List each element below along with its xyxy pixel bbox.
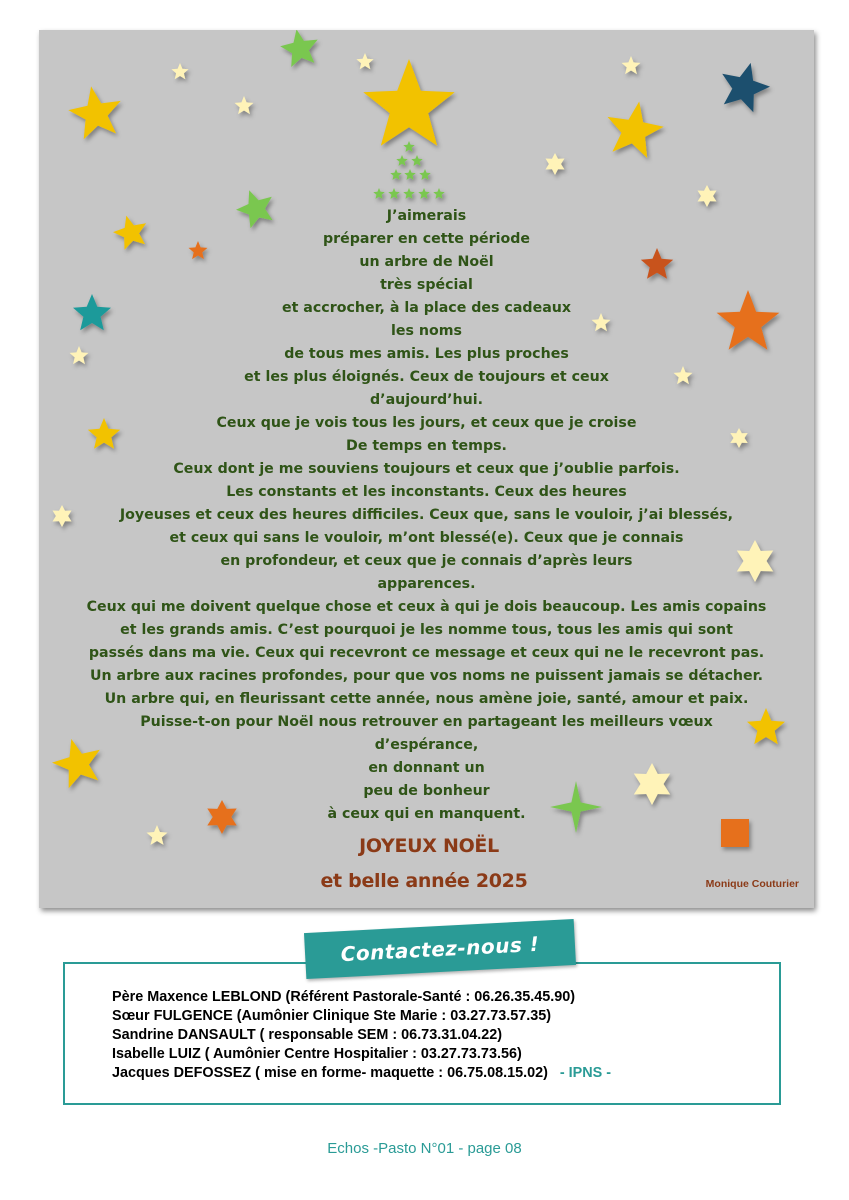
signature: Monique Couturier xyxy=(705,878,799,890)
poem-line: Ceux qui me doivent quelque chose et ceux à qui je dois beaucoup. Les amis copains xyxy=(86,599,767,615)
greeting-title: JOYEUX NOËL xyxy=(359,835,499,857)
contact-entry-text: Sœur FULGENCE (Aumônier Clinique Ste Marie : 03.27.73.57.35) xyxy=(112,1008,552,1024)
contact-list xyxy=(112,988,611,1083)
poem-line: Ceux que je vois tous les jours, et ceux que je croise xyxy=(216,415,637,431)
poem-line: Un arbre qui, en fleurissant cette année, nous amène joie, santé, amour et paix. xyxy=(104,691,749,707)
poem-line: un arbre de Noël xyxy=(359,254,494,270)
star-icon xyxy=(546,153,565,175)
poem-line: J’aimerais xyxy=(386,208,467,224)
poem-line: Les constants et les inconstants. Ceux des heures xyxy=(226,484,627,500)
page-footer: Echos -Pasto N°01 - page 08 xyxy=(327,1140,522,1157)
star-icon xyxy=(147,825,168,845)
poem-line: d’espérance, xyxy=(374,737,479,753)
star-icon xyxy=(622,56,641,74)
star-icon xyxy=(411,155,422,166)
contact-entry xyxy=(112,1045,611,1064)
poem-line: Un arbre aux racines profondes, pour que vos noms ne puissent jamais se détacher. xyxy=(90,668,763,684)
poem-line: peu de bonheur xyxy=(363,783,490,799)
poem-line: passés dans ma vie. Ceux qui recevront ce message et ceux qui ne le recevront pas. xyxy=(88,645,765,661)
star-icon xyxy=(171,63,188,79)
star-icon xyxy=(419,169,430,180)
star-icon xyxy=(390,169,401,180)
poem-line: et les grands amis. C’est pourquoi je les nomme tous, tous les amis qui sont xyxy=(120,622,733,638)
poem-line: les noms xyxy=(391,323,462,339)
poem-line: apparences. xyxy=(377,576,476,592)
contact-entry-text: Jacques DEFOSSEZ ( mise en forme- maquette : 06.75.08.15.02) xyxy=(112,1065,548,1081)
star-icon xyxy=(363,59,454,146)
poem-line: et les plus éloignés. Ceux de toujours et ceux xyxy=(244,369,609,385)
star-icon xyxy=(356,53,373,69)
star-icon xyxy=(373,188,384,199)
contact-entry xyxy=(112,1026,611,1045)
contact-entry xyxy=(112,1064,611,1083)
contact-entry xyxy=(112,1007,611,1026)
poem-line: de tous mes amis. Les plus proches xyxy=(284,346,569,362)
contact-entry-text: Isabelle LUIZ ( Aumônier Centre Hospitalier : 03.27.73.73.56) xyxy=(112,1046,522,1062)
star-icon xyxy=(403,141,414,152)
star-icon xyxy=(418,188,429,199)
poem-line: Joyeuses et ceux des heures difficiles. Ceux que, sans le vouloir, j’ai blessés, xyxy=(119,507,734,523)
christmas-card xyxy=(39,30,814,908)
poem xyxy=(39,205,814,826)
greeting-subtitle: et belle année 2025 xyxy=(320,870,528,892)
star-icon xyxy=(280,30,318,67)
star-icon xyxy=(608,102,664,159)
star-icon xyxy=(403,188,414,199)
star-icon xyxy=(722,63,770,112)
poem-line: De temps en temps. xyxy=(346,438,507,454)
star-icon xyxy=(235,96,254,114)
poem-line: et ceux qui sans le vouloir, m’ont blessé(e). Ceux que je connais xyxy=(169,530,684,546)
contact-entry-text: Sandrine DANSAULT ( responsable SEM : 06.73.31.04.22) xyxy=(112,1027,503,1043)
poem-line: Ceux dont je me souviens toujours et ceux que j’oublie parfois. xyxy=(173,461,680,477)
star-icon xyxy=(68,86,120,139)
poem-line: à ceux qui en manquent. xyxy=(327,806,526,822)
ipns-label: - IPNS - xyxy=(559,1065,612,1081)
star-icon xyxy=(404,169,415,180)
star-icon xyxy=(698,185,717,207)
poem-line: en donnant un xyxy=(368,760,485,776)
poem-line: et accrocher, à la place des cadeaux xyxy=(281,300,572,316)
star-icon xyxy=(396,155,407,166)
poem-line: préparer en cette période xyxy=(322,231,531,247)
star-icon xyxy=(433,188,444,199)
poem-line: Puisse-t-on pour Noël nous retrouver en partageant les meilleurs vœux xyxy=(140,714,713,730)
star-icon xyxy=(388,188,399,199)
poem-line: très spécial xyxy=(380,277,473,293)
contact-entry-text: Père Maxence LEBLOND (Référent Pastorale-Santé : 06.26.35.45.90) xyxy=(112,989,576,1005)
poem-line: en profondeur, et ceux que je connais d’après leurs xyxy=(220,553,633,569)
poem-line: d’aujourd’hui. xyxy=(370,392,483,408)
contact-banner: Contactez-nous ! xyxy=(304,919,576,979)
contact-entry xyxy=(112,988,611,1007)
